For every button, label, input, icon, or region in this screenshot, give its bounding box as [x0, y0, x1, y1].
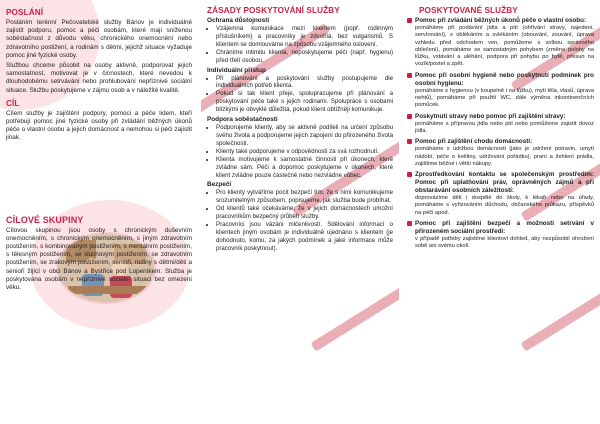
list-item: • Pracovníci jsou vázáni mlčenlivostí. Sdělování informací o klientech jiným osobám je individuálně ujednáno s klientem (je dohodnuto, komu, za jakých podmínek a jaké informace může pracovník poskytnout). [216, 221, 393, 253]
column-sluzby [401, 0, 600, 424]
list-item: • Klienta motivujeme k samostatné činnosti při úkonech, které zvládne sám. Péči a dopomoc poskytujeme v úkonech, které klient zvládne pouze částečně nebo nezvládne vůbec. [216, 156, 393, 180]
service-item [407, 17, 594, 69]
list-item: • Chráníme intimitu klienta, neposkytujeme péči (např. hygienu) před třetí osobou. [216, 49, 393, 65]
service-heading: Pomoc při zvládání běžných úkonů péče o vlastní osobu: [415, 17, 587, 24]
service-item [407, 171, 594, 217]
section-heading: Bezpečí [207, 181, 232, 189]
service-item [407, 220, 594, 251]
checkbox-icon [407, 221, 412, 226]
service-heading: Poskytnutí stravy nebo pomoc při zajištění stravy: [415, 112, 566, 120]
list-item: • Pokud si tak klient přeje, spolupracujeme při plánování a poskytování péče také s jejich rodinami. Spolupráce s osobami blízkými je obvyklé důležitá, pokud klient obtížněji komunikuje. [216, 90, 393, 114]
service-item [407, 72, 594, 110]
cil-title: CÍL [6, 98, 20, 108]
service-heading: Pomoc při osobní hygieně nebo poskytnutí podmínek pro osobní hygienu: [415, 71, 594, 87]
poslani-title: POSLÁNÍ [6, 8, 44, 17]
service-item [407, 113, 594, 136]
service-heading: Pomoc při zajištění chodu domácnosti: [415, 138, 533, 146]
service-heading: Zprostředkování kontaktu se společenským prostředím: Pomoc při uplatňování práv, oprávněných zájmů a při obstarávání osobních záležitostí: [415, 171, 594, 195]
section-list [207, 124, 393, 179]
section-heading: Podpora soběstačnosti [207, 116, 278, 124]
cil-text: Cílem služby je zajištění podpory, pomoci a péče lidem, kteří potřebují pomoc jiné fyzické osoby při zvládání běžných úkonů péče o vlastní osobu a jejich domácnost a nemohou si péči zajistit jinak. [6, 109, 192, 142]
sluzby-title: POSKYTOVANÉ SLUŽBY [419, 6, 518, 15]
checkbox-icon [407, 114, 412, 119]
service-text: pomáháme při podávání jídla a pití (ohřívání stravy, najedení, servírování), s oblékáním a svlékáním (obouvání, zouvání, úprava vzhledu před odchodem ven, pomůžeme s volbou správného oblečení), pomáháme se samostatným pohybem (změna polohy na lůžku, vstávání a uléhání, podpora při pohybu po bytě, přesun na vozík/postel a zpět. [415, 25, 594, 68]
list-item: • Od klientů také očekáváme, že v jejich domácnostech umožní pracovníkům bezpečný průběh služby. [216, 205, 393, 221]
decorative-stroke [311, 258, 399, 351]
section-list [207, 25, 393, 65]
checkbox-icon [407, 18, 412, 23]
service-item [407, 138, 594, 168]
cilove-skupiny-title: CÍLOVÉ SKUPINY [6, 214, 84, 225]
checkbox-icon [407, 73, 412, 78]
list-item: • Pro klienty vytváříme pocit bezpečí tím, že s nimi komunikujeme srozumitelným způsobem, popisujeme, jak služba bude probíhat. [216, 189, 393, 205]
service-text: v případě potřeby zajistíme klientovi dohled, aby nezpůsobil ohrožení sobě ani svému okolí. [415, 236, 594, 250]
service-text: pomáháme s přípravou jídla nebo pití nebo pomůžeme zajistit dovoz jídla. [415, 120, 594, 134]
service-text: doprovázíme děti i dospělé do školy, k lékaři nebo na úřady, pomáháme s vyřizováním důchodu, občanského průkazu, příspěvků na péči apod. [415, 195, 594, 216]
column-zasady [201, 0, 399, 424]
section-heading: Individuální přístup [207, 66, 266, 74]
zasady-title: ZÁSADY POSKYTOVÁNÍ SLUŽBY [207, 6, 340, 15]
poslani-text-2: Službou chceme působit na osoby aktivně, podporovat jejich samostatnost, motivovat je v činnostech, které nevedou k dlouhodobému setrvávání nebo prohlubování nepříznivé sociální situace. Službu poskytujeme v zájmu osob a v náležité kvalitě. [6, 62, 192, 94]
list-item: • Podporujeme klienty, aby se aktivně podíleli na určení způsobu svého života a podporujeme jejich zapojení do přirozeného života společnosti. [216, 124, 393, 148]
service-text: pomáháme s údržbou domácnosti (jako je udržení potravin, umytí nádobí, péče o květiny, udržování pořádku), praní a žehlení prádla, zajištíme běžné i větší nákupy. [415, 146, 594, 167]
cilove-skupiny-text: Cílovou skupinou jsou osoby s chronickým duševním onemocněním, s chronickým onemocněním, s jiným zdravotním postižením, s kombinovaným postižením, s mentálním postižením, s tělesným postižením, se sluchovým postižením, se zdravotním postižením, se zrakovým postižením, senioři, rodiny s dětmi/děti a senioři žijící v obci Bánov a Bystřice pod Lopeníkem. Služba je poskytována osobám v nepříznivé sociální situaci bez omezení věku. [6, 226, 192, 292]
list-item: • Vzájemná komunikace mezi klientem (popř. rodinným příslušníkem) a pracovníky je zdvořilá, bez vulgarismů. S klientem se domlouváme na způsobu vzájemného oslovení. [216, 25, 393, 49]
poslani-text: Posláním terénní Pečovatelské služby Bánov je individuálně zajistit podporu, pomoc a péči osobám, které mají sníženou soběstačnost z důvodu věku, chronického onemocnění nebo zdravotního postižení, a rodinám s dětmi, jejichž situace vyžaduje pomoc jiné fyzické osoby. [6, 19, 192, 59]
service-heading: Pomoc při zajištění bezpečí a možností setrvání v přirozeném sociální prostředí: [415, 220, 594, 236]
list-item: • Při plánování a poskytování služby postupujeme dle individuálních potřeb klienta. [216, 75, 393, 91]
decorative-stroke [521, 258, 600, 351]
checkbox-icon [407, 139, 412, 144]
service-text: pomáháme s hygienou (v koupelně i na lůžku), mytí těla, vlasů, úprava nehtů), pomáháme při použití WC, dále výměna inkontinenčních pomůcek. [415, 87, 594, 109]
checkbox-icon [407, 172, 412, 177]
column-poslani [0, 0, 198, 424]
list-item: • Klienty také podporujeme v odpovědnosti za svá rozhodnutí. [216, 148, 393, 156]
section-list [207, 75, 393, 115]
section-list [207, 189, 393, 252]
section-heading: Ochrana důstojnosti [207, 17, 270, 24]
